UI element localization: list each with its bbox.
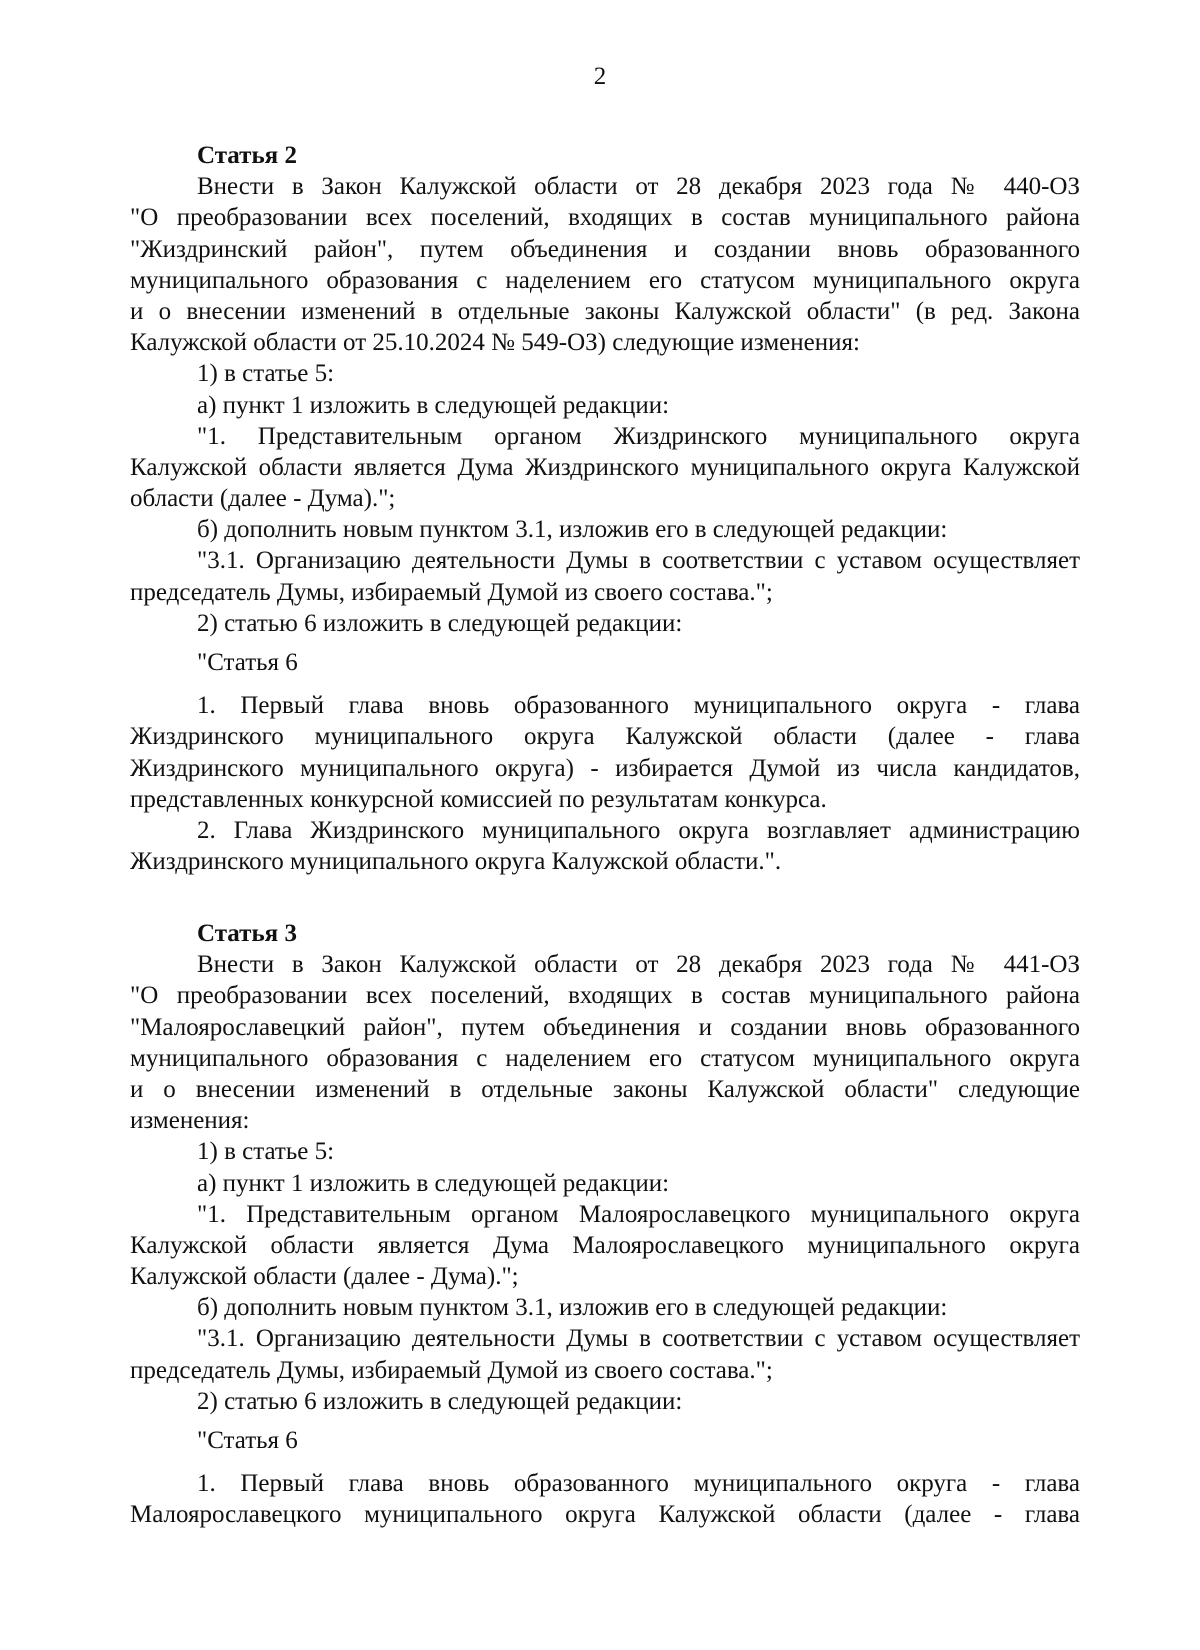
article-3-intro-line: "Малоярославецкий район", путем объединения и создании вновь образованного [130,1013,1080,1041]
article-2-quote-31-line: "3.1. Организацию деятельности Думы в соответствии с уставом осуществляет [197,547,1080,575]
article-3 [130,918,1080,1531]
article-2-intro-line: муниципального образования с наделением его статусом муниципального округа [130,266,1080,294]
article-3-heading: Статья 3 [197,920,297,947]
article-2-intro-line: Внести в Закон Калужской области от 28 декабря 2023 года № 440-ОЗ [197,173,1080,201]
article-3-item-1: 1) в статье 5: [197,1138,335,1166]
article-3-quote-1-line: Калужской области является Дума Малоярославецкого муниципального округа [130,1231,1080,1259]
article-2-intro-line: "Жиздринский район", путем объединения и создании вновь образованного [130,235,1080,263]
article-3-item-2: 2) статью 6 изложить в следующей редакции: [197,1387,683,1415]
article-2-art6-p1-line: представленных конкурсной комиссией по результатам конкурса. [130,785,827,813]
article-2-art6-p1-line: Жиздринского муниципального округа Калужской области (далее - глава [130,723,1080,751]
article-3-quote-1-line: Калужской области (далее - Дума)."; [130,1263,519,1291]
article-2 [130,140,1080,877]
article-2-art6-p1-line: Жиздринского муниципального округа) - избирается Думой из числа кандидатов, [130,754,1080,782]
article-2-item-2: 2) статью 6 изложить в следующей редакции: [197,609,683,637]
article-3-art6-p1-line: 1. Первый глава вновь образованного муниципального округа - глава [197,1470,1080,1498]
article-2-art6-p2-line: Жиздринского муниципального округа Калужской области.". [130,848,782,876]
article-3-quote-1-line: "1. Представительным органом Малоярославецкого муниципального округа [197,1200,1080,1228]
article-3-item-1b: б) дополнить новым пунктом 3.1, изложив его в следующей редакции: [197,1294,948,1322]
page-number: 2 [593,63,607,90]
article-3-art6-title: "Статья 6 [197,1427,298,1454]
article-3-intro-line: Внести в Закон Калужской области от 28 декабря 2023 года № 441-ОЗ [197,951,1080,979]
article-3-quote-31-line: "3.1. Организацию деятельности Думы в соответствии с уставом осуществляет [197,1325,1080,1353]
article-2-intro-line: "О преобразовании всех поселений, входящих в состав муниципального района [130,204,1080,232]
article-3-item-1a: а) пункт 1 изложить в следующей редакции: [197,1169,670,1197]
article-3-intro-line: и о внесении изменений в отдельные законы Калужской области" следующие [130,1075,1080,1103]
article-2-quote-1-line: "1. Представительным органом Жиздринского муниципального округа [197,422,1080,450]
article-3-quote-31-line: председатель Думы, избираемый Думой из своего состава."; [130,1356,773,1384]
article-2-item-1b: б) дополнить новым пунктом 3.1, изложив его в следующей редакции: [197,516,948,544]
article-3-art6-p1-line: Малоярославецкого муниципального округа Калужской области (далее - глава [130,1501,1080,1529]
article-2-item-1: 1) в статье 5: [197,360,335,388]
article-2-heading: Статья 2 [197,142,297,169]
article-2-quote-31-line: председатель Думы, избираемый Думой из своего состава."; [130,578,773,606]
article-2-intro-line: Калужской области от 25.10.2024 № 549-ОЗ) следующие изменения: [130,329,860,357]
article-2-quote-1-line: области (далее - Дума)."; [130,485,396,513]
article-3-intro-line: муниципального образования с наделением его статусом муниципального округа [130,1044,1080,1072]
article-2-art6-p1-line: 1. Первый глава вновь образованного муниципального округа - глава [197,692,1080,720]
article-2-art6-p2-line: 2. Глава Жиздринского муниципального округа возглавляет администрацию [197,816,1080,844]
article-2-art6-title: "Статья 6 [197,649,298,676]
article-3-intro-line: "О преобразовании всех поселений, входящих в состав муниципального района [130,982,1080,1010]
article-2-quote-1-line: Калужской области является Дума Жиздринского муниципального округа Калужской [130,453,1080,481]
article-3-intro-line: изменения: [130,1107,250,1135]
article-2-item-1a: а) пункт 1 изложить в следующей редакции: [197,391,670,419]
article-2-intro-line: и о внесении изменений в отдельные законы Калужской области" (в ред. Закона [130,297,1080,325]
